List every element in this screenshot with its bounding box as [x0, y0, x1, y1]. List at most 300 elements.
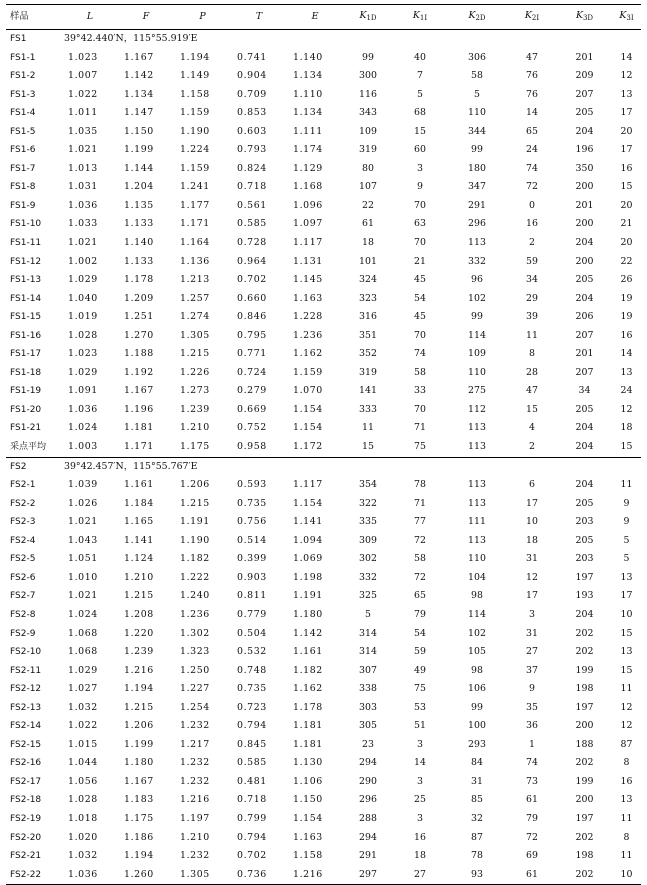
sample-id-cell: FS1-16	[10, 330, 42, 341]
table-cell: 1.236	[293, 329, 323, 341]
sample-id-cell: FS2-14	[10, 721, 42, 732]
table-cell: 1.232	[180, 775, 210, 787]
table-cell: 58	[414, 553, 426, 565]
table-cell: 0.958	[237, 441, 267, 453]
table-cell: 205	[575, 107, 594, 119]
table-cell: 79	[414, 608, 426, 620]
table-cell: 200	[575, 720, 594, 732]
table-cell: 1.096	[293, 199, 323, 211]
table-cell: 1.216	[124, 664, 154, 676]
table-cell: 5	[623, 534, 630, 546]
table-cell: 202	[575, 646, 594, 658]
table-cell: 343	[359, 107, 377, 119]
table-cell: 23	[362, 738, 374, 750]
table-cell: 1.190	[180, 125, 210, 137]
table-cell: 1.184	[124, 497, 154, 509]
table-cell: 74	[526, 162, 538, 174]
table-cell: 0.585	[237, 757, 267, 769]
table-cell: 72	[414, 571, 426, 583]
table-cell: 11	[526, 329, 538, 341]
table-row	[6, 327, 641, 346]
column-header-subscript: 1I	[419, 14, 428, 22]
table-cell: 180	[468, 162, 486, 174]
table-cell: 1.210	[180, 831, 210, 843]
table-cell: 17	[526, 497, 538, 509]
table-cell: 1.068	[68, 627, 98, 639]
table-cell: 1.149	[180, 70, 210, 82]
table-cell: 1.158	[180, 88, 210, 100]
table-cell: 14	[526, 107, 538, 119]
table-cell: 1.163	[293, 292, 323, 304]
table-cell: 19	[620, 292, 633, 304]
table-cell: 51	[414, 720, 426, 732]
table-cell: 1.215	[124, 701, 154, 713]
table-cell: 16	[620, 162, 633, 174]
table-cell: 70	[414, 403, 426, 415]
table-cell: 14	[414, 757, 426, 769]
table-cell: 84	[471, 757, 483, 769]
table-cell: 0.718	[237, 794, 267, 806]
table-cell: 335	[359, 516, 377, 528]
table-cell: 1.161	[124, 479, 154, 491]
table-cell: 1.165	[124, 516, 154, 528]
sample-id-cell: FS1-9	[10, 200, 36, 211]
table-cell: 2	[529, 237, 535, 249]
table-cell: 32	[471, 812, 483, 824]
table-cell: 12	[620, 70, 633, 82]
table-cell: 193	[575, 590, 594, 602]
sample-id-cell: FS1-1	[10, 52, 36, 63]
table-row	[6, 606, 641, 625]
table-cell: 1.002	[68, 255, 98, 267]
table-cell: 1.305	[180, 329, 210, 341]
table-cell: 59	[414, 646, 426, 658]
column-header	[507, 5, 557, 30]
group-header-row	[6, 457, 641, 476]
table-cell: 59	[526, 255, 538, 267]
table-row	[6, 253, 641, 272]
table-cell: 0.811	[237, 590, 267, 602]
table-cell: 0.532	[237, 646, 267, 658]
table-cell: 78	[471, 850, 483, 862]
column-header-label: T	[255, 11, 263, 22]
table-cell: 104	[468, 571, 486, 583]
table-cell: 1.159	[293, 366, 323, 378]
table-cell: 98	[471, 590, 483, 602]
table-cell: 1.023	[68, 348, 98, 360]
sample-id-cell: FS1-15	[10, 312, 42, 323]
table-cell: 5	[474, 88, 480, 100]
table-cell: 47	[526, 385, 538, 397]
table-cell: 10	[526, 516, 538, 528]
column-header-label: L	[86, 11, 94, 22]
table-cell: 1.206	[180, 479, 210, 491]
table-cell: 1.022	[68, 720, 98, 732]
table-row	[6, 476, 641, 495]
table-cell: 1.051	[68, 553, 98, 565]
table-cell: 0.723	[237, 701, 267, 713]
table-cell: 77	[414, 516, 426, 528]
table-cell: 202	[575, 831, 594, 843]
sample-id-cell: FS1-5	[10, 126, 36, 137]
table-cell: 114	[468, 608, 486, 620]
table-cell: 1.216	[287, 866, 343, 885]
table-cell: 58	[471, 70, 483, 82]
table-cell: 75	[414, 683, 426, 695]
table-cell: 0.846	[237, 311, 267, 323]
table-cell: 1.015	[68, 738, 98, 750]
table-cell: 1.254	[180, 701, 210, 713]
table-cell: 1.204	[124, 181, 154, 193]
sample-id-cell: FS2-5	[10, 554, 36, 565]
table-cell: 0.964	[237, 255, 267, 267]
table-cell: 14	[620, 348, 633, 360]
table-row	[6, 791, 641, 810]
table-cell: 1.154	[293, 403, 323, 415]
table-cell: 1.182	[293, 664, 323, 676]
table-cell: 1.178	[293, 701, 323, 713]
table-cell: 11	[620, 850, 633, 862]
sample-id-cell: FS2-6	[10, 572, 36, 583]
table-cell: 325	[359, 590, 377, 602]
table-cell: 6	[529, 479, 535, 491]
table-cell: 1.043	[68, 534, 98, 546]
table-cell: 20	[620, 199, 633, 211]
table-cell: 1.140	[293, 51, 323, 63]
table-cell: 15	[620, 664, 633, 676]
sample-id-cell: FS1-3	[10, 89, 36, 100]
table-cell: 0.399	[237, 553, 267, 565]
table-cell: 1.159	[180, 107, 210, 119]
table-cell: 1.036	[68, 199, 98, 211]
table-cell: 27	[393, 866, 447, 885]
table-cell: 114	[468, 329, 486, 341]
table-row	[6, 271, 641, 290]
table-cell: 1.174	[293, 144, 323, 156]
table-row	[6, 401, 641, 420]
table-cell: 0.724	[237, 366, 267, 378]
table-cell: 0.795	[237, 329, 267, 341]
table-cell: 1.194	[180, 51, 210, 63]
sample-id-cell: FS2-1	[10, 480, 36, 491]
table-cell: 200	[575, 794, 594, 806]
table-cell: 1.106	[293, 775, 323, 787]
table-cell: 1.274	[180, 311, 210, 323]
table-cell: 0.504	[237, 627, 267, 639]
table-cell: 1.239	[124, 646, 154, 658]
table-cell: 0.736	[231, 866, 287, 885]
table-row	[6, 643, 641, 662]
column-header-subscript: 3D	[582, 14, 594, 22]
table-cell: 1.273	[180, 385, 210, 397]
table-cell: 297	[343, 866, 393, 885]
table-cell: 9	[623, 497, 630, 509]
table-cell: 73	[526, 775, 538, 787]
table-cell: 1.227	[180, 683, 210, 695]
table-cell: 1.026	[68, 497, 98, 509]
table-row	[6, 197, 641, 216]
table-cell: 344	[468, 125, 486, 137]
table-row	[6, 587, 641, 606]
sample-id-cell: FS1-21	[10, 423, 42, 434]
table-cell: 34	[526, 274, 538, 286]
table-cell: 76	[526, 70, 538, 82]
table-cell: 74	[414, 348, 426, 360]
table-cell: 11	[620, 479, 633, 491]
table-cell: 1.136	[180, 255, 210, 267]
table-cell: 290	[359, 775, 377, 787]
table-cell: 7	[417, 70, 423, 82]
table-cell: 1.154	[293, 422, 323, 434]
sample-id-cell: FS2-19	[10, 813, 42, 824]
table-cell: 316	[359, 311, 377, 323]
table-cell: 113	[468, 497, 486, 509]
table-cell: 0.279	[237, 385, 267, 397]
table-cell: 1.129	[293, 162, 323, 174]
table-cell: 61	[507, 866, 557, 885]
table-row	[6, 141, 641, 160]
sample-id-cell: FS2-9	[10, 628, 36, 639]
table-cell: 13	[620, 571, 633, 583]
table-row	[6, 847, 641, 866]
table-cell: 1.164	[180, 237, 210, 249]
table-cell: 1.181	[293, 720, 323, 732]
table-cell: 1.091	[68, 385, 98, 397]
table-cell: 347	[468, 181, 486, 193]
table-cell: 204	[575, 479, 594, 491]
table-cell: 1.216	[180, 794, 210, 806]
table-cell: 1.180	[124, 757, 154, 769]
table-cell: 302	[359, 553, 377, 565]
table-cell: 322	[359, 497, 377, 509]
sample-id-cell: FS2-8	[10, 609, 36, 620]
table-cell: 1.135	[124, 199, 154, 211]
table-cell: 200	[575, 181, 594, 193]
table-cell: 296	[359, 794, 377, 806]
table-cell: 1.240	[180, 590, 210, 602]
table-row	[6, 419, 641, 438]
table-cell: 13	[620, 88, 633, 100]
table-cell: 15	[620, 627, 633, 639]
table-cell: 25	[414, 794, 426, 806]
table-cell: 105	[468, 646, 486, 658]
table-cell: 1.134	[293, 70, 323, 82]
table-cell: 1.186	[124, 831, 154, 843]
table-cell: 70	[414, 199, 426, 211]
table-cell: 1.029	[68, 274, 98, 286]
table-cell: 116	[359, 88, 377, 100]
table-cell: 1.226	[180, 366, 210, 378]
table-row	[6, 123, 641, 142]
table-cell: 37	[526, 664, 538, 676]
table-cell: 0.514	[237, 534, 267, 546]
table-row	[6, 234, 641, 253]
table-cell: 203	[575, 516, 594, 528]
table-cell: 1.097	[293, 218, 323, 230]
table-cell: 107	[359, 181, 377, 193]
table-row	[6, 495, 641, 514]
table-cell: 1.208	[124, 608, 154, 620]
table-cell: 87	[620, 738, 633, 750]
table-cell: 0.794	[237, 720, 267, 732]
table-cell: 1.134	[293, 107, 323, 119]
table-cell: 31	[471, 775, 483, 787]
table-cell: 47	[526, 51, 538, 63]
table-cell: 0.735	[237, 683, 267, 695]
table-cell: 72	[526, 181, 538, 193]
table-cell: 323	[359, 292, 377, 304]
table-cell: 1.199	[124, 738, 154, 750]
table-cell: 1.181	[124, 422, 154, 434]
table-cell: 1.117	[293, 479, 323, 491]
table-cell: 204	[575, 292, 594, 304]
sample-id-cell: FS2-21	[10, 851, 42, 862]
table-cell: 3	[417, 738, 423, 750]
table-cell: 1.070	[293, 385, 323, 397]
table-cell: 18	[620, 422, 633, 434]
table-cell: 11	[620, 812, 633, 824]
column-header-subscript: 1D	[366, 14, 377, 22]
table-cell: 99	[471, 311, 483, 323]
table-cell: 1.167	[124, 775, 154, 787]
table-cell: 1.130	[293, 757, 323, 769]
table-cell: 198	[575, 850, 594, 862]
table-cell: 1.021	[68, 237, 98, 249]
table-row	[6, 364, 641, 383]
table-cell: 1.215	[124, 590, 154, 602]
sample-id-cell: FS2-13	[10, 702, 42, 713]
column-header	[393, 5, 447, 30]
table-cell: 1.094	[293, 534, 323, 546]
table-cell: 1.068	[68, 646, 98, 658]
table-cell: 1.162	[293, 683, 323, 695]
table-row	[6, 308, 641, 327]
table-cell: 53	[414, 701, 426, 713]
table-row	[6, 532, 641, 551]
table-cell: 0.702	[237, 274, 267, 286]
table-cell: 29	[526, 292, 538, 304]
column-header-label: 样品	[10, 11, 29, 22]
table-cell: 1.175	[124, 812, 154, 824]
table-cell: 1.142	[124, 70, 154, 82]
column-header	[447, 5, 507, 30]
table-cell: 1.024	[68, 422, 98, 434]
table-cell: 0.593	[237, 479, 267, 491]
table-cell: 205	[575, 497, 594, 509]
table-cell: 21	[620, 218, 633, 230]
table-row	[6, 866, 641, 885]
table-cell: 1.180	[293, 608, 323, 620]
table-cell: 1.021	[68, 516, 98, 528]
sample-id-cell: FS2-15	[10, 739, 42, 750]
table-cell: 27	[526, 646, 538, 658]
table-cell: 1.117	[293, 237, 323, 249]
table-cell: 188	[575, 738, 594, 750]
table-cell: 68	[414, 107, 426, 119]
table-cell: 319	[359, 366, 377, 378]
column-header-label: K	[359, 10, 367, 21]
table-cell: 80	[362, 162, 374, 174]
table-cell: 106	[468, 683, 486, 695]
table-row	[6, 569, 641, 588]
table-cell: 300	[359, 70, 377, 82]
table-cell: 15	[620, 181, 633, 193]
table-cell: 0.824	[237, 162, 267, 174]
table-cell: 3	[417, 812, 423, 824]
table-cell: 16	[620, 775, 633, 787]
table-body	[6, 30, 641, 885]
table-cell: 5	[365, 608, 371, 620]
table-cell: 1.220	[124, 627, 154, 639]
table-cell: 294	[359, 757, 377, 769]
table-row	[6, 67, 641, 86]
table-cell: 10	[620, 608, 633, 620]
sample-id-cell: FS1-12	[10, 256, 42, 267]
table-cell: 1.013	[68, 162, 98, 174]
table-cell: 201	[575, 348, 594, 360]
table-cell: 8	[529, 348, 535, 360]
table-cell: 20	[620, 125, 633, 137]
table-cell: 1.163	[293, 831, 323, 843]
table-cell: 45	[414, 311, 426, 323]
table-cell: 1.142	[293, 627, 323, 639]
table-cell: 1.172	[293, 441, 323, 453]
table-cell: 1.028	[68, 329, 98, 341]
table-cell: 1.181	[293, 738, 323, 750]
table-cell: 1.260	[118, 866, 174, 885]
table-cell: 0.794	[237, 831, 267, 843]
table-cell: 1.206	[124, 720, 154, 732]
table-cell: 78	[414, 479, 426, 491]
table-cell: 71	[414, 422, 426, 434]
table-cell: 303	[359, 701, 377, 713]
table-cell: 1.167	[124, 385, 154, 397]
table-cell: 204	[575, 422, 594, 434]
table-cell: 109	[359, 125, 377, 137]
table-cell: 9	[417, 181, 423, 193]
table-cell: 1.168	[293, 181, 323, 193]
column-header-label: K	[468, 10, 476, 21]
table-cell: 71	[414, 497, 426, 509]
sample-id-cell: FS1-18	[10, 367, 42, 378]
table-cell: 72	[414, 534, 426, 546]
table-cell: 8	[623, 831, 630, 843]
column-header-subscript: 3I	[626, 14, 634, 22]
table-cell: 110	[468, 553, 486, 565]
table-cell: 1.302	[180, 627, 210, 639]
table-cell: 333	[359, 403, 377, 415]
table-cell: 206	[575, 311, 594, 323]
table-cell: 1.159	[180, 162, 210, 174]
table-cell: 1.031	[68, 181, 98, 193]
table-cell: 1.022	[68, 88, 98, 100]
table-cell: 1.111	[293, 125, 323, 137]
sample-id-cell: FS2-3	[10, 517, 36, 528]
table-cell: 76	[526, 88, 538, 100]
table-cell: 1.029	[68, 366, 98, 378]
table-cell: 0.709	[237, 88, 267, 100]
sample-id-cell: FS2-16	[10, 758, 42, 769]
table-cell: 1.044	[68, 757, 98, 769]
sample-id-cell: FS1-20	[10, 404, 42, 415]
table-cell: 1.124	[124, 553, 154, 565]
table-cell: 22	[620, 255, 633, 267]
table-cell: 204	[575, 608, 594, 620]
table-cell: 0.741	[237, 51, 267, 63]
table-cell: 34	[578, 385, 591, 397]
column-header-subscript: 2I	[531, 14, 540, 22]
table-cell: 61	[362, 218, 374, 230]
